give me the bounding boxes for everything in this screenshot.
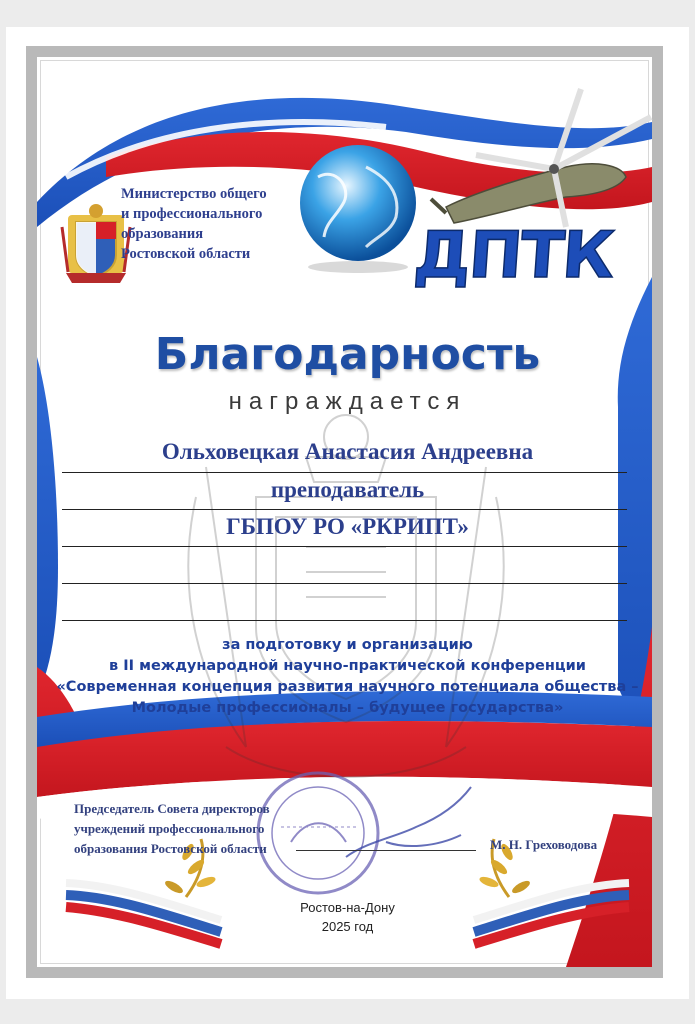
blank-line-2	[62, 620, 627, 621]
name-line	[62, 472, 627, 473]
signer-title: Председатель Совета директоров учреждений профессионального образования Ростовской области	[74, 801, 270, 856]
globe-icon	[300, 145, 416, 273]
certificate-title: Благодарность	[154, 329, 541, 380]
coat-of-arms-icon	[62, 204, 130, 283]
blank-line-1	[62, 583, 627, 584]
award-reason: за подготовку и организацию в II международной научно-практической конференции «Современная концепция развития научного потенциала общества – Молодые профессионалы – будущее государства»	[56, 637, 639, 716]
ministry-name: Министерство общего и профессионального образования Ростовской области	[121, 186, 267, 262]
certificate-page	[6, 27, 689, 999]
organization-line	[62, 546, 627, 547]
signer-name: М. Н. Греховодова	[490, 837, 598, 852]
logo-text: ДПТК	[411, 219, 616, 293]
position-line	[62, 509, 627, 510]
recipient-position: преподаватель	[270, 477, 425, 502]
signature-line	[296, 850, 476, 851]
place: Ростов-на-Дону	[300, 900, 395, 915]
year: 2025 год	[321, 919, 374, 934]
recipient-name: Ольховецкая Анастасия Андреевна	[161, 439, 534, 464]
certificate-subtitle: награждается	[228, 388, 467, 415]
place-and-year	[6, 898, 689, 936]
recipient-organization: ГБПОУ РО «РКРИПТ»	[226, 514, 469, 539]
